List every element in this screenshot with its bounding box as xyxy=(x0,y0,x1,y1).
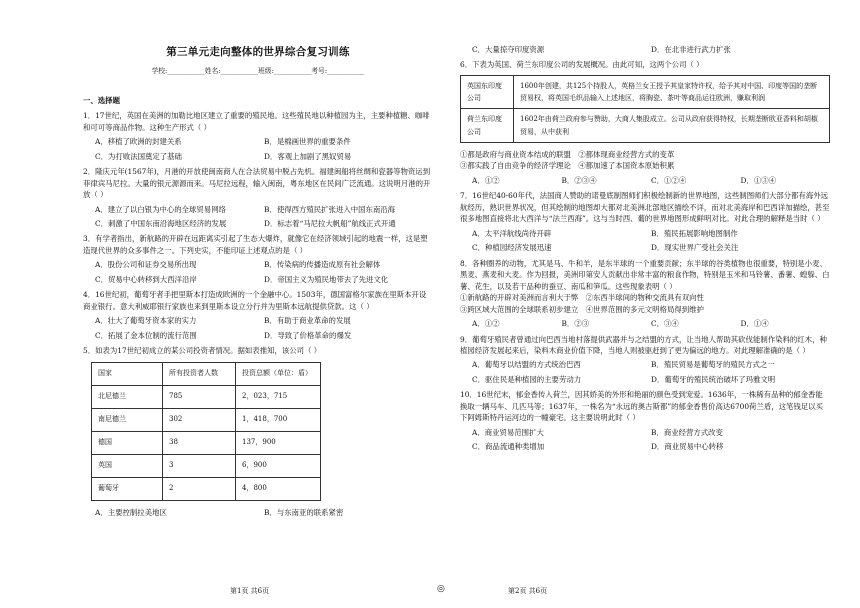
question-stem: 5．如表为17世纪初成立的某公司投资者情况。据如表推知，该公司（ ） xyxy=(83,346,322,356)
option-list xyxy=(95,315,433,341)
option[interactable]: A．建立了以白银为中心的全球贸易网络 xyxy=(95,204,226,214)
table-cell: 荷兰东印度公司 xyxy=(461,109,514,143)
option[interactable]: B．②③ xyxy=(561,319,590,329)
option[interactable]: B．传染病的传播造成原有社会解体 xyxy=(264,260,381,270)
option[interactable]: B．是棉画世界的重要条件 xyxy=(264,137,351,147)
right-column xyxy=(460,0,830,453)
option[interactable]: C．驱住民是种植园的主要劳动力 xyxy=(472,374,582,384)
option[interactable]: D．①④ xyxy=(740,319,769,329)
option[interactable]: B．殖民贸易是葡萄牙的殖民方式之一 xyxy=(651,360,775,370)
option-list xyxy=(472,44,830,55)
table-header: 国家 xyxy=(92,362,163,385)
question-stem: 2．隆庆元年(1567年)，月港的开放使闽南商人在合法贸易中脱占先机。福建闽船将丝绸和瓷器等物资运到菲律宾马尼拉。大量的银元源源而来。马尼拉远程，输入闽南，粤东地区在民间广泛流通。这说明月港的开放（ ） xyxy=(83,167,431,200)
option[interactable]: C．种植园经济发展迅速 xyxy=(472,243,552,253)
table-row xyxy=(92,385,321,408)
table-cell: 1，418，700 xyxy=(236,408,321,431)
option[interactable]: A．主要控制拉美地区 xyxy=(95,507,167,517)
question-stem: 9．葡萄牙殖民者曾通过向巴西当地村落提供武器并与之结盟的方式，让当地人帮助其砍伐能制作染料的红木，种植园经济发展起来后，染料木商业价值下降，当地人则被驱赶到了更为偏远的地方。对此理解准确的是（ ） xyxy=(460,334,827,355)
option[interactable]: C．大量掠夺印度资源 xyxy=(472,45,545,54)
table-row xyxy=(92,408,321,431)
option[interactable]: A．葡萄牙以结盟的方式统治巴西 xyxy=(472,360,581,370)
left-column xyxy=(83,0,433,518)
question-stem: 3．有学者指出，新航路的开辟在远距离实引起了生态大爆炸，就像它在经济领域引起的地震一样，这是塑造现代世界的众多事件之一。下列史实，不能印证上述观点的是（ ） xyxy=(83,234,428,255)
question-3 xyxy=(83,233,433,285)
option[interactable]: D．在北非进行武力扩张 xyxy=(651,45,731,54)
option[interactable]: D．①③④ xyxy=(740,175,776,185)
investor-table xyxy=(91,362,321,501)
table-row xyxy=(461,109,830,143)
option-list xyxy=(472,228,830,254)
question-stem: 4．16世纪初，葡萄牙者手把里斯本打造成欧洲的一个金融中心。1503年，德国富格尔家族在里斯本开设商业银行。意大利威耶银行家族也来到里斯本设立分行并为里斯本远航提供贷款。这（ ） xyxy=(83,290,427,311)
option[interactable]: A．股份公司和证券交易所出现 xyxy=(95,260,197,270)
statement-line: ③跨区域大范围的全球联系初步建立 ④世界范围的多元文明格局得到维护 xyxy=(460,304,704,314)
option[interactable]: D．标志着“马尼拉大帆船”航线正式开通 xyxy=(264,219,396,229)
option[interactable]: C．拓展了金本位制的流行范围 xyxy=(95,330,197,340)
table-cell: 葡萄牙 xyxy=(92,477,163,500)
option[interactable]: C．③④ xyxy=(651,319,679,329)
option[interactable]: B．殖民拓展影响地图制作 xyxy=(651,228,738,238)
student-info-line: 学校:___________姓名:___________班级:___________考号:___________ xyxy=(151,67,365,76)
option[interactable]: A．壮大了葡萄牙资本家的实力 xyxy=(95,316,197,326)
option[interactable]: A．移植了欧洲的封建关系 xyxy=(95,137,182,147)
table-cell: 3 xyxy=(163,454,236,477)
binding-mark-icon: ◎ xyxy=(437,584,445,594)
option[interactable]: A．商业贸易范围扩大 xyxy=(472,427,544,437)
option-list xyxy=(95,507,433,518)
option-list xyxy=(472,175,830,186)
table-row xyxy=(92,454,321,477)
option[interactable]: D．帝国主义为殖民地带去了先进文化 xyxy=(264,274,389,284)
table-cell: 137，900 xyxy=(236,431,321,454)
option[interactable]: C．刺激了中国东南沿海地区经济的发展 xyxy=(95,219,227,229)
statement-line: ①新航路的开辟对美洲而言利大于弊 ②东西半球间的物种交流具有双向性 xyxy=(460,293,704,303)
question-stem: 6．下表为英国、荷兰东印度公司的发展概况。由此可知，这两个公司（ ） xyxy=(460,60,704,70)
option-list xyxy=(95,259,433,285)
option[interactable]: C．商品流通种类增加 xyxy=(472,442,545,452)
question-1 xyxy=(83,110,433,162)
option[interactable]: D．客观上加剧了黑奴贸易 xyxy=(264,151,352,161)
option[interactable]: A．太平洋航线尚待开辟 xyxy=(472,228,552,238)
question-10 xyxy=(460,389,830,452)
option[interactable]: C．贸易中心转移到大西洋沿岸 xyxy=(95,274,197,284)
question-8 xyxy=(460,258,830,330)
page-number-left: 第1页 共6页 xyxy=(230,587,270,595)
table-cell: 南尼德兰 xyxy=(92,408,163,431)
table-cell: 6，900 xyxy=(236,454,321,477)
table-cell: 302 xyxy=(163,408,236,431)
question-2 xyxy=(83,166,433,229)
option[interactable]: B．与东南亚的联系紧密 xyxy=(264,507,344,517)
option-list xyxy=(472,359,830,385)
question-stem: 10．16世纪末，郁金香传入荷兰，因其娇美的外形和艳丽的颜色受到宠爱。1636年，一株稀有品种的郁金香能换取一辆马车、几匹马等；1637年，一株名为“永远的奥古斯都”的郁金香售价高达6700荷兰盾，这笔钱足以买下阿姆斯特丹运河边的一幢豪宅。这主要说明此时（ ） xyxy=(460,390,823,423)
table-cell: 2 xyxy=(163,477,236,500)
question-5 xyxy=(83,345,433,518)
table-header-row xyxy=(92,362,321,385)
option-list xyxy=(95,204,433,230)
option-list xyxy=(472,318,830,329)
question-4 xyxy=(83,289,433,341)
option[interactable]: D．商业贸易中心转移 xyxy=(651,442,724,452)
section-heading: 一、选择题 xyxy=(83,95,120,105)
table-cell: 英国 xyxy=(92,454,163,477)
option[interactable]: D．现实世界广受社会关注 xyxy=(651,243,739,253)
statement-line: ①都是政府与商业资本结成的联盟 ②都体现商业经营方式的变革 xyxy=(460,149,675,159)
option[interactable]: A．①② xyxy=(472,175,500,185)
page-number-right: 第2页 共6页 xyxy=(508,587,548,595)
option[interactable]: C．①②④ xyxy=(651,175,687,185)
question-stem: 7．16世纪40-60年代，法国商人赞助的诺曼底制图师们积极绘制新的世界地图，这些制图师们大部分都有海外远航经历，熟识世界状况，但其绘制的地图却大都对北美洲北部地区描绘不详，而对北美海岸和巴西详加描绘，甚至很多地图直接将北大西洋与“法兰西海”。这与当时西、葡的世界地图形成鲜明对比。对此合理的解释是当时（ ） xyxy=(460,191,830,224)
table-row xyxy=(92,431,321,454)
option[interactable]: B．有助于商业革命的发展 xyxy=(264,316,351,326)
table-header: 投资总额（单位：盾） xyxy=(236,362,321,385)
option[interactable]: D．葡萄牙的殖民统治破坏了玛雅文明 xyxy=(651,374,776,384)
statement-line: ③都实践了自由竞争的经济学理论 ④都加速了本国资本原始积累 xyxy=(460,161,675,171)
table-header: 所有投资者人数 xyxy=(163,362,236,385)
table-row xyxy=(461,75,830,109)
table-cell: 北尼德兰 xyxy=(92,385,163,408)
question-6 xyxy=(460,59,830,186)
table-cell: 785 xyxy=(163,385,236,408)
option[interactable]: A．①② xyxy=(472,319,500,329)
table-cell: 德国 xyxy=(92,431,163,454)
option[interactable]: C．为打败法国奠定了基础 xyxy=(95,151,182,161)
question-stem: 8．各种圈养的动物，尤其是马、牛和羊，是东半球的一个重要贡献；东半球的谷类植物也很重要，特别是小麦、黑麦、燕麦和大麦。作为回报，美洲印第安人贡献出非常丰富的粮食作物，特别是玉米和马铃薯、番薯、蝗躲、白薯、花生，以及若干品种的蚕豆、南瓜和笋瓜。这些现象表明（ ） xyxy=(460,258,830,291)
option-list xyxy=(95,136,433,162)
option[interactable]: B．商业经营方式改变 xyxy=(651,427,723,437)
company-table xyxy=(460,75,830,143)
table-cell: 2，023，715 xyxy=(236,385,321,408)
exam-title: 第三单元走向整体的世界综合复习训练 xyxy=(166,46,350,58)
option-list xyxy=(472,427,830,453)
table-cell: 1602年由荷兰政府参与赞助，大商人集股成立。公司从政府获得特权，长期垄断欧亚香料和胡椒贸易，从中获利 xyxy=(514,109,830,143)
question-7 xyxy=(460,190,830,253)
table-row xyxy=(92,477,321,500)
table-cell: 英国东印度公司 xyxy=(461,75,514,109)
question-9 xyxy=(460,334,830,386)
option[interactable]: B．使得西方殖民扩张进入中国东南沿海 xyxy=(264,204,396,214)
table-cell: 38 xyxy=(163,431,236,454)
option[interactable]: D．导致了价格革命的爆发 xyxy=(264,330,352,340)
table-cell: 1600年创建，共125个持股人，英格兰女王授予其皇家特许权，给予其对中国、印度等国的垄断贸易权，将英国毛织品输入上述地区，将胸瓷、茶叶等商品运往欧洲，赚取利润 xyxy=(514,75,830,109)
question-stem: 1．17世纪，英国在美洲的加勒比地区建立了重要的殖民地。这些殖民地以种植园为主，主要种植糖、咖啡和可可等商品作物。这种生产形式（ ） xyxy=(83,111,430,132)
option[interactable]: B．②③④ xyxy=(561,175,597,185)
table-cell: 4，800 xyxy=(236,477,321,500)
